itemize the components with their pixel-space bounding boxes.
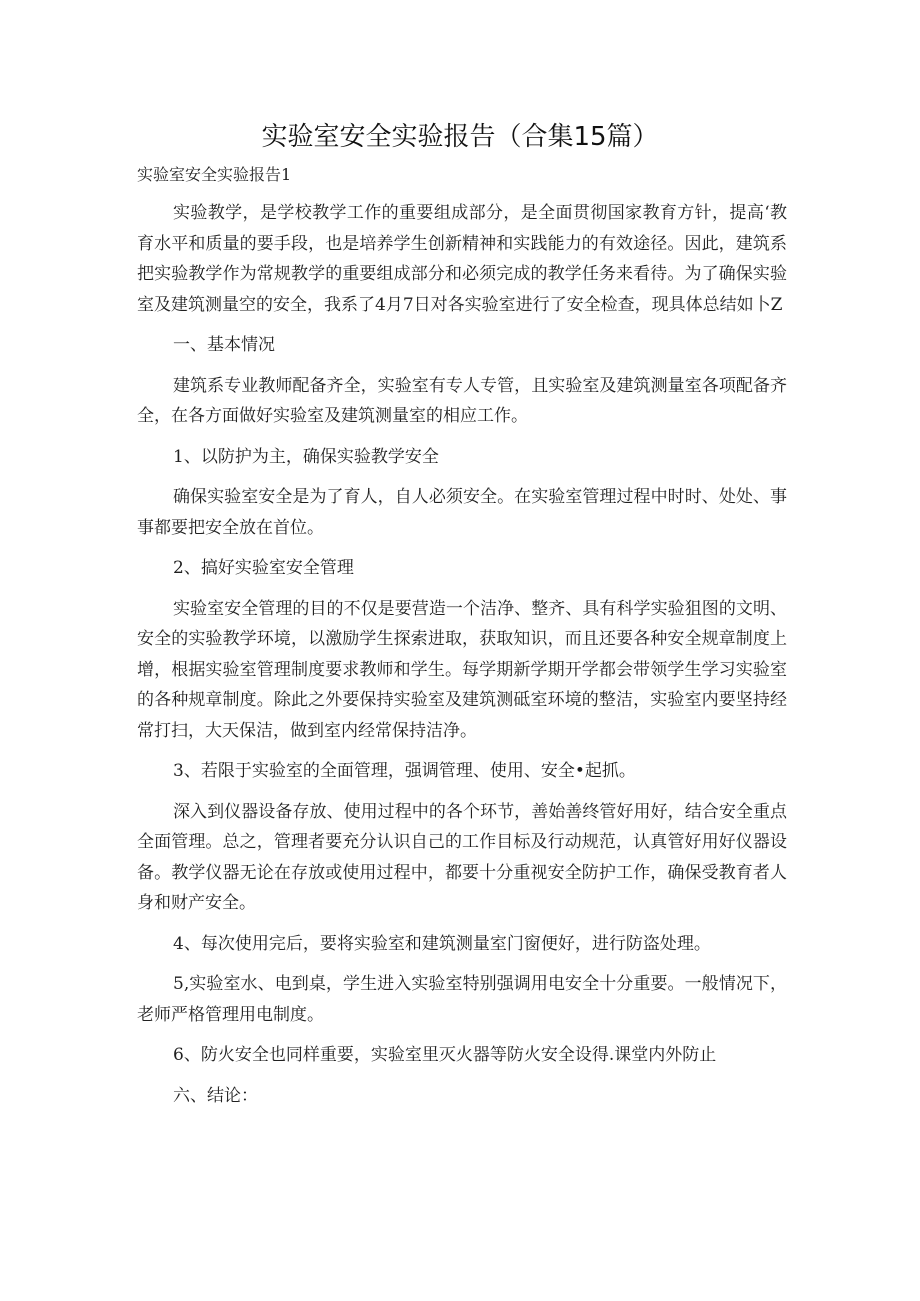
- heading-item-6: 6、防火安全也同样重要，实验室里灭火器等防火安全设得.课堂内外防止: [173, 1045, 717, 1065]
- heading-item-4: 4、每次使用完后，要将实验室和建筑测量室门窗便好，进行防盗处理。: [173, 933, 711, 954]
- heading-basic-situation: 一、基本情况: [173, 335, 275, 355]
- heading-item-3: 3、若限于实验室的全面管理，强调管理、使用、安全•起抓。: [173, 761, 636, 781]
- heading-item-1: 1、以防护为主，确保实验教学安全: [173, 446, 439, 467]
- paragraph-staffing: 建筑系专业教师配备齐全，实验室有专人专管，且实验室及建筑测量室各项配备齐全，在各方面做好实验室及建筑测量室的相应工作。: [137, 375, 787, 426]
- paragraph-intro: 实验教学，是学校教学工作的重要组成部分，是全面贯彻国家教育方针，提高‘教育水平和质量的要手段，也是培养学生创新精神和实践能力的有效途径。因此，建筑系把实验教学作为常规教学的重要组成部分和必须完成的教学任务来看待。为了确保实验室及建筑测量空的安全，我系了4月7日对各实验室进行了安全检查，现具体总结如卜Z: [137, 203, 787, 315]
- section-subtitle: 实验室安全实验报告1: [137, 165, 292, 184]
- heading-item-2: 2、搞好实验室安全管理: [173, 558, 354, 578]
- paragraph-safety-first: 确保实验室安全是为了育人，自人必须安全。在实验室管理过程中时时、处处、事事都要把安全放在首位。: [137, 487, 787, 538]
- document-title: 实验室安全实验报告（合集15篇）: [261, 122, 659, 152]
- document-body: [137, 198, 787, 1121]
- paragraph-equipment: 深入到仪器设备存放、使用过程中的各个环节，善始善终管好用好，结合安全重点全面管理。总之，管理者要充分认识自己的工作目标及行动规范，认真管好用好仪器设备。教学仪器无论在存放或使用过程中，都要十分重视安全防护工作，确保受教育者人身和财产安全。: [137, 801, 787, 913]
- paragraph-safety-management: 实验室安全管理的目的不仅是要营造一个洁净、整齐、具有科学实验狙图的文明、安全的实验教学环境，以激励学生探索进取，获取知识，而且还要各种安全规章制度上增，根据实验室管理制度要求教师和学生。每学期新学期开学都会带领学生学习实验室的各种规章制度。除此之外要保持实验室及建筑测砥室环境的整洁，实验室内要坚持经常打扫，大天保洁，做到室内经常保持洁净。: [137, 598, 787, 741]
- paragraph-item-5: 5,实验室水、电到桌，学生进入实验室特别强调用电安全十分重要。一般情况下，老师严格管理用电制度。: [137, 974, 787, 1025]
- heading-conclusion: 六、结论：: [173, 1085, 258, 1106]
